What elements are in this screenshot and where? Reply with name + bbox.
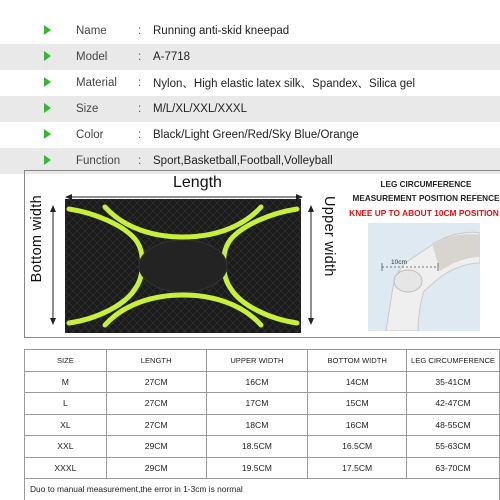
table-cell: 27CM [106, 393, 206, 415]
spec-list [0, 18, 500, 174]
length-label: Length [173, 174, 222, 191]
table-cell: 27CM [106, 414, 206, 436]
green-arrow-icon [44, 51, 51, 61]
spec-value: Sport,Basketball,Football,Volleyball [153, 155, 333, 167]
green-arrow-icon [44, 155, 51, 165]
spec-label: Material [76, 77, 117, 89]
table-cell: XL [25, 414, 107, 436]
table-cell: 17CM [206, 393, 308, 415]
table-cell: 29CM [106, 457, 206, 479]
spec-row-color [0, 122, 500, 148]
table-header: LEG CIRCUMFERENCE [407, 350, 500, 372]
spec-value: Nylon、High elastic latex silk、Spandex、Silica gel [153, 78, 416, 90]
spec-row-model [0, 44, 500, 70]
table-header: LENGTH [106, 350, 206, 372]
leg-photo-image [368, 223, 480, 331]
table-row [25, 414, 500, 436]
spec-row-material [0, 70, 500, 96]
spec-label: Size [76, 103, 99, 115]
spec-colon: : [138, 51, 142, 63]
table-cell: 19.5CM [206, 457, 308, 479]
green-arrow-icon [44, 129, 51, 139]
spec-value: Black/Light Green/Red/Sky Blue/Orange [153, 129, 359, 141]
table-row [25, 393, 500, 415]
table-header: UPPER WIDTH [206, 350, 308, 372]
upper-width-arrow-icon [307, 205, 315, 325]
spec-row-size [0, 96, 500, 122]
table-cell: 42-47CM [407, 393, 500, 415]
knee-pad-image [65, 199, 301, 333]
size-diagram [24, 170, 500, 338]
table-header-row [25, 350, 500, 372]
spec-label: Model [76, 51, 108, 63]
spec-colon: : [138, 103, 142, 115]
spec-colon: : [138, 77, 142, 89]
spec-colon: : [138, 129, 142, 141]
leg-measurement-title: LEG CIRCUMFERENCE MEASUREMENT POSITION REFENCE [352, 180, 500, 203]
table-cell: 16CM [308, 414, 407, 436]
spec-colon: : [138, 155, 142, 167]
spec-label: Name [76, 25, 107, 37]
leg-measurement-note: KNEE UP TO ABOUT 10CM POSITION [349, 208, 499, 218]
spec-value: M/L/XL/XXL/XXXL [153, 103, 247, 115]
table-cell: 18.5CM [206, 436, 308, 458]
green-arrow-icon [44, 77, 51, 87]
leg-photo-marker: 10cm [391, 259, 407, 266]
table-cell: 16.5CM [308, 436, 407, 458]
table-cell: 55-63CM [407, 436, 500, 458]
table-note-row [25, 479, 500, 500]
table-cell: 63-70CM [407, 457, 500, 479]
table-cell: 35-41CM [407, 371, 500, 393]
spec-value: A-7718 [153, 51, 191, 63]
measurement-note: Duo to manual measurement,the error in 1-3cm is normal [25, 479, 500, 500]
table-row [25, 371, 500, 393]
bottom-width-arrow-icon [49, 205, 57, 325]
upper-width-label: Upper width [321, 196, 337, 277]
table-cell: M [25, 371, 107, 393]
table-header: SIZE [25, 350, 107, 372]
table-cell: XXXL [25, 457, 107, 479]
spec-label: Color [76, 129, 104, 141]
table-header: BOTTOM WIDTH [308, 350, 407, 372]
table-cell: 15CM [308, 393, 407, 415]
spec-colon: : [138, 25, 142, 37]
table-cell: 27CM [106, 371, 206, 393]
table-cell: 16CM [206, 371, 308, 393]
green-arrow-icon [44, 25, 51, 35]
size-table [24, 349, 500, 500]
spec-label: Function [76, 155, 121, 167]
spec-value: Running anti-skid kneepad [153, 25, 290, 37]
table-cell: 14CM [308, 371, 407, 393]
green-arrow-icon [44, 103, 51, 113]
bottom-width-label: Bottom width [29, 195, 45, 283]
table-cell: 18CM [206, 414, 308, 436]
table-cell: 48-55CM [407, 414, 500, 436]
table-row [25, 457, 500, 479]
table-row [25, 436, 500, 458]
table-cell: L [25, 393, 107, 415]
table-cell: 29CM [106, 436, 206, 458]
spec-row-name [0, 18, 500, 44]
table-cell: 17.5CM [308, 457, 407, 479]
table-cell: XXL [25, 436, 107, 458]
